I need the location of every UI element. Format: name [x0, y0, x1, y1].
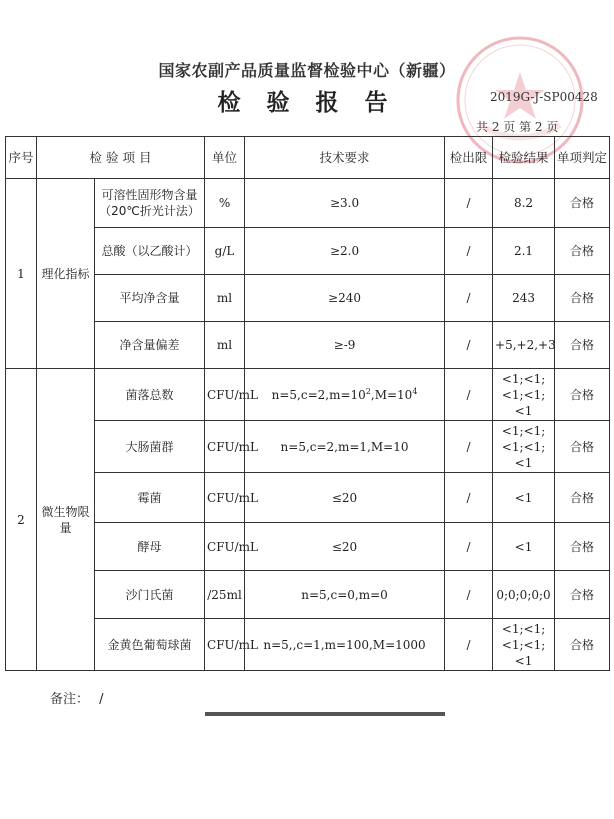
group-number: 1	[6, 179, 37, 369]
inspection-table	[5, 136, 610, 671]
exponent: 4	[412, 386, 418, 396]
requirement	[245, 369, 445, 421]
unit: %	[205, 179, 245, 228]
group-name: 微生物限量	[37, 369, 95, 671]
item-name: 可溶性固形物含量（20℃折光计法）	[95, 179, 205, 228]
table-row	[6, 369, 610, 421]
unit: CFU/mL	[205, 421, 245, 473]
unit: g/L	[205, 228, 245, 275]
unit: /25ml	[205, 571, 245, 619]
table-row	[6, 421, 610, 473]
verdict: 合格	[555, 421, 610, 473]
requirement: n=5,,c=1,m=100,M=1000	[245, 619, 445, 671]
footer-rule	[205, 712, 445, 716]
item-name: 沙门氏菌	[95, 571, 205, 619]
item-name: 大肠菌群	[95, 421, 205, 473]
verdict: 合格	[555, 275, 610, 322]
table-row	[6, 523, 610, 571]
table-row	[6, 619, 610, 671]
result: <1	[493, 473, 555, 523]
col-header-no: 序号	[6, 137, 37, 179]
item-name: 菌落总数	[95, 369, 205, 421]
detection-limit: /	[445, 619, 493, 671]
table-row	[6, 322, 610, 369]
col-header-requirement: 技术要求	[245, 137, 445, 179]
requirement: ≤20	[245, 523, 445, 571]
detection-limit: /	[445, 179, 493, 228]
item-name: 金黄色葡萄球菌	[95, 619, 205, 671]
verdict: 合格	[555, 473, 610, 523]
col-header-item: 检 验 项 目	[37, 137, 205, 179]
remarks	[50, 688, 104, 707]
col-header-limit: 检出限	[445, 137, 493, 179]
detection-limit: /	[445, 275, 493, 322]
detection-limit: /	[445, 369, 493, 421]
table-row	[6, 275, 610, 322]
result: <1;<1;<1;<1;<1	[493, 619, 555, 671]
verdict: 合格	[555, 619, 610, 671]
verdict: 合格	[555, 571, 610, 619]
requirement: n=5,c=2,m=1,M=10	[245, 421, 445, 473]
col-header-result: 检验结果	[493, 137, 555, 179]
result: 2.1	[493, 228, 555, 275]
item-name: 总酸（以乙酸计）	[95, 228, 205, 275]
table-row	[6, 179, 610, 228]
requirement-text: ,M=10	[370, 387, 413, 402]
table-row	[6, 571, 610, 619]
detection-limit: /	[445, 473, 493, 523]
detection-limit: /	[445, 228, 493, 275]
unit: ml	[205, 275, 245, 322]
result: <1;<1;<1;<1;<1	[493, 369, 555, 421]
report-number: 2019G-J-SP00428	[490, 90, 598, 104]
group-name: 理化指标	[37, 179, 95, 369]
unit: CFU/mL	[205, 369, 245, 421]
unit: CFU/mL	[205, 523, 245, 571]
result: 0;0;0;0;0	[493, 571, 555, 619]
col-header-verdict: 单项判定	[555, 137, 610, 179]
result: <1;<1;<1;<1;<1	[493, 421, 555, 473]
detection-limit: /	[445, 523, 493, 571]
requirement: ≥3.0	[245, 179, 445, 228]
detection-limit: /	[445, 421, 493, 473]
group-number: 2	[6, 369, 37, 671]
result: +5,+2,+3	[493, 322, 555, 369]
requirement: ≥2.0	[245, 228, 445, 275]
requirement: ≤20	[245, 473, 445, 523]
requirement-text: n=5,c=2,m=10	[271, 387, 366, 402]
remarks-value: /	[99, 692, 104, 707]
result: 243	[493, 275, 555, 322]
unit: CFU/mL	[205, 619, 245, 671]
exponent: 2	[365, 386, 371, 396]
item-name: 净含量偏差	[95, 322, 205, 369]
organization-name: 国家农副产品质量监督检验中心（新疆）	[158, 61, 456, 80]
result: 8.2	[493, 179, 555, 228]
requirement: ≥-9	[245, 322, 445, 369]
page-indicator: 共 2 页 第 2 页	[476, 120, 559, 134]
requirement: n=5,c=0,m=0	[245, 571, 445, 619]
item-name: 平均净含量	[95, 275, 205, 322]
verdict: 合格	[555, 369, 610, 421]
table-row	[6, 473, 610, 523]
unit: CFU/mL	[205, 473, 245, 523]
item-name: 酵母	[95, 523, 205, 571]
requirement: ≥240	[245, 275, 445, 322]
report-title: 检 验 报 告	[217, 90, 397, 116]
remarks-label: 备注：	[50, 692, 90, 707]
unit: ml	[205, 322, 245, 369]
table-header-row	[6, 137, 610, 179]
verdict: 合格	[555, 523, 610, 571]
col-header-unit: 单位	[205, 137, 245, 179]
result: <1	[493, 523, 555, 571]
verdict: 合格	[555, 228, 610, 275]
table-row	[6, 228, 610, 275]
verdict: 合格	[555, 322, 610, 369]
item-name: 霉菌	[95, 473, 205, 523]
detection-limit: /	[445, 571, 493, 619]
verdict: 合格	[555, 179, 610, 228]
detection-limit: /	[445, 322, 493, 369]
